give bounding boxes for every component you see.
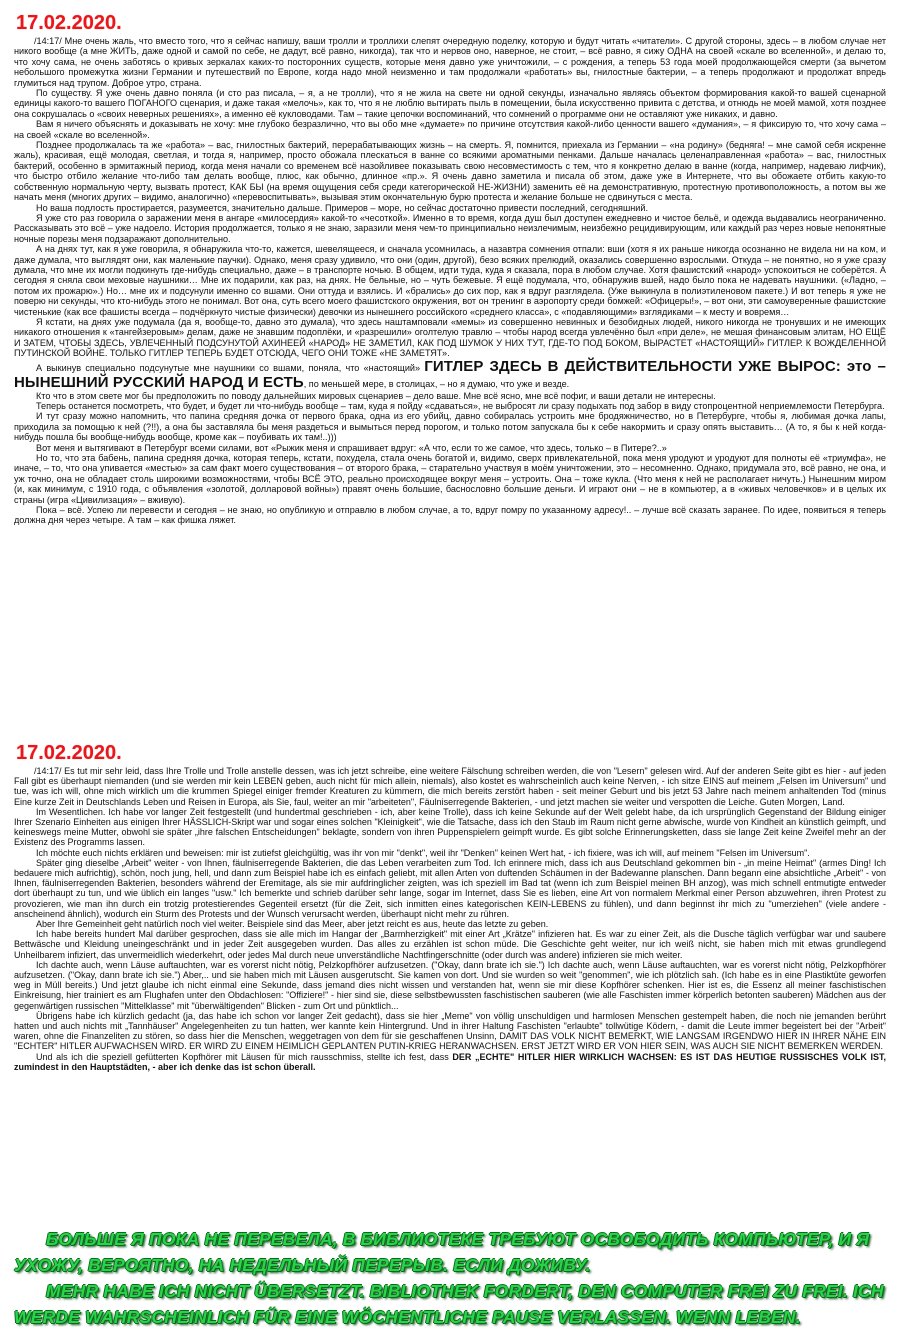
paragraph: Im Wesentlichen. Ich habe vor langer Zeit festgestellt (und hundertmal geschrieben - ich, aber keine Trolle), dass ich keine Sekunde auf der Welt gelebt habe, da ich ursprünglich Gegenstand der Bildung einiger Ihrer Szenario Einheiten aus einigen Ihrer HÄSSLICH-Skript war und sogar eines solchen "Kleinigkeit", wie die Tatsache, dass ich den Staub im Raum nicht gerne abwische, wurde von Kindheit an künstlich geimpft, und keineswegs meine Mutter, obwohl sie später „ihre falschen Entscheidungen" beklagte, sondern von ihren Puppenspielern geimpft wurde. Es gibt solche Erinnerungsketten, dass sie lange Zeit keine Zweifel mehr an der Existenz des Programms lassen. [14, 806, 886, 848]
highlight-lead: Und als ich die speziell gefütterten Kopfhörer mit Läusen für mich rausschmiss, stellte ich fest, dass [36, 1051, 449, 1062]
footer-note-ru: БОЛЬШЕ Я ПОКА НЕ ПЕРЕВЕЛА, В БИБЛИОТЕКЕ ТРЕБУЮТ ОСВОБОДИТЬ КОМПЬЮТЕР, И Я УХОЖУ, ВЕРОЯТНО, НА НЕДЕЛЬНЫЙ ПЕРЕРЫВ. ЕСЛИ ДОЖИВУ. [14, 1229, 870, 1275]
paragraph: Ich habe bereits hundert Mal darüber gesprochen, dass sie alle mich im Hangar der „Barmherzigkeit" mit einer Art „Krätze" infizieren hat. Es war zu einer Zeit, als die Dusche täglich verfügbar war und saubere Bettwäsche und Kleidung uneingeschränkt und in jeder Zeit ausgegeben wurden. Das alles zu erzählen ist schon müde. Die Geschichte geht weiter, nur ich weiß nicht, sie haben mich mit etwas grundlegend Unheilbarem infiziert, das unvermeidlich wiederkehrt, oder jedes Mal durch neue unverständliche Nachtfingerschnitte (oder durch was andere) infizieren sie mich weiter. [14, 929, 886, 960]
paragraph: Но ваша подлость простирается, разумеется, значительно дальше. Примеров – море, но сейчас достаточно привести последний, сегодняшний. [36, 202, 648, 213]
entry-date-de: 17.02.2020. [16, 742, 122, 764]
paragraph: Ich dachte auch, wenn Läuse auftauchten, war es vorerst nicht nötig, Pelzkopfhörer aufzusetzen. ("Okay, dann brate ich sie.") Ich dachte auch, wenn Läuse auftauchten, war es vorerst nicht nötig, Pelzkopfhörer aufzusetzen. ("Okay, dann brate ich sie.") Aber,.. und sie haben mich mit Läusen ausgerutscht. Sie kamen von dort. Und sie wurden so weit "genommen", wie ich plötzlich sah. (Ich habe es in eine Plastiktüte geworfen weg in Müll bereits.) Und jetzt glaube ich nicht einmal eine Sekunde, dass jemand dies nicht wissen und verstanden hat, wenn sie mir diese Kopfhörer schenken. Hier ist es, die Essenz all meiner faschistischen Einkreisung, hier trainiert es am Flughafen unter den Obdachlosen: "Offiziere!" - hier sind sie, diese selbstbewussten faschistischen sauberen (wie alle Faschisten immer körperlich betonten sauberen) Mädchen aus der gegenwärtigen russischen "Mittelklasse" mit "überwältigenden" Blicken - zum Ort und pünktlich... [14, 959, 886, 1011]
highlight-tail: , по меньшей мере, в столицах, – но я думаю, что уже и везде. [303, 378, 570, 389]
highlight-paragraph-de [14, 1052, 886, 1072]
highlight-lead: А выкинув специально подсунутые мне наушники со вшами, поняла, что «настоящий» [36, 362, 421, 373]
paragraph: По существу. Я уже очень давно поняла (и сто раз писала, – я, а не тролли), что я не жила на свете ни одной секунды, изначально являясь объектом формирования какой-то вашей сценарной единицы какого-то вашего ПОГАНОГО сценария, и даже такая «мелочь», как то, что я не люблю вытирать пыль в помещении, была искусственно привита с детства, и отнюдь не моей мамой, хотя позднее она сокрушалась о «своих неверных решениях», а именно её кукловодами. Там – такие цепочки воспоминаний, что сомнений о программе они не оставляют уже никаких, и давно. [14, 88, 886, 119]
paragraph: Я уже сто раз говорила о заражении меня в ангаре «милосердия» какой-то «чесоткой». Именно в то время, когда душ был доступен ежедневно и чистое бельё, и одежда выдавались неограниченно. Рассказывать это всё – уже надоело. История продолжается, только я не знаю, заразили меня чем-то принципиально неизлечимым, неизбежно рецидивирующим, или каждый раз через новые непонятные ночные порезы меня подзаражают дополнительно. [14, 212, 886, 244]
document-page [14, 0, 886, 1330]
highlight-statement: DER „ECHTE" HITLER HIER WIRKLICH WACHSEN: ES IST DAS HEUTIGE RUSSISCHES VOLK IST, zumindest in den Hauptstädten, - aber ich denke das ist schon überall. [14, 1051, 886, 1072]
paragraph: Теперь останется посмотреть, что будет, и будет ли что-нибудь вообще – там, куда я пойду «сдаваться», не выбросят ли сразу подыхать под забор в виду стопроцентной неприемлемости Петербурга. [36, 401, 885, 411]
paragraph: Я кстати, на днях уже подумала (да я, вообще-то, давно это думала), что здесь наштамповали «мемы» из совершенно невинных и безобидных людей, никого никогда не тронувших и не имеющих никакого отношения к «тангейзеровым» делам, даже не знавшим подоплёки, и «разрешили» оголтелую травлю – чтобы народ всегда увлечённо был «при деле», не мешая финансовым элитам, НО ЕЩЁ И ЗАТЕМ, ЧТОБЫ ЗДЕСЬ, УВЛЕЧЕННЫЙ ПОДСУНУТОЙ АХИНЕЕЙ «НАРОД» НЕ ЗАМЕТИЛ, КАК ПОД ШУМОК У НИХ ТУТ, ГДЕ-ТО ПОД БОКОМ, ВЫРАСТЕТ «НАСТОЯЩИЙ» ГИТЛЕР. К ВОЖДЕЛЕННОЙ ПУТИНСКОЙ ВОЙНЕ. ТОЛЬКО ГИТЛЕР ТЕПЕРЬ БУДЕТ ОТСЮДА, ЧЕГО ОНИ ТОЖЕ «НЕ ЗАМЕТЯТ». [14, 316, 886, 359]
paragraph: Позднее продолжалась та же «работа» – вас, гнилостных бактерий, перерабатывающих жизнь – на смерть. Я, помнится, приехала из Германии – «на родину» (бедняга! – мне самой себя искренне жаль), красивая, ещё молодая, светлая, и тогда я, например, просто обожала плескаться в ванне со всякими ароматными пенками. Дальше началась целенаправленная «работа» – вас, гнилостных бактерий, особенно в эрмитажный период, когда меня начали со временем всё назойливее показывать свою несовместимость с тем, что я конкретно делаю в ванне (когда, например, надеваю лифчик), что быстро отбило желание что-либо там делать вообще, плюс, как обычно, длинное «пр.». Я очень давно заметила и писала об этом, даже уже в Интернете, что вы обожаете отбить какую-то собственную нормальную черту, вызвать протест, КАК БЫ (на время ощущения себя среди категорической НЕ-ЖИЗНИ) заменить её на демонстративную, протестную противоположность, а потом вы же начать меня (многих других – видимо, аналогично) «перевоспитывать», вызывая этим окончательную бурю протеста и желание больше не сдвинуться с места. [14, 140, 886, 203]
paragraph: /14:17/ Мне очень жаль, что вместо того, что я сейчас напишу, ваши тролли и троллихи слепят очередную поделку, которую и будут читать «читатели». С другой стороны, здесь – в любом случае нет никого вообще (а мне ЖИТЬ, даже одной и самой по себе, не дадут, всё равно, никогда), так что и нервов оно, наверное, не стоит, – всё равно, я сижу ОДНА на своей «скале во вселенной», и делаю то, что хочу сама, не очень заботясь о кривых зеркалах каких-то посторонних существ, которые меня давно уже уничтожили, – с рождения, а теперь 53 года моей продолжающейся смерти (за вычетом небольшого промежутка жизни Германии и путешествий по Европе, когда надо мной неизменно и там продолжали «работать» вы, гнилостные бактерии, – а теперь продолжают и продолжат впредь глумиться над трупом. Доброе утро, страна. [14, 36, 886, 88]
paragraph: Ich möchte euch nichts erklären und beweisen: mir ist zutiefst gleichgültig, was ihr von mir "denkt", weil ihr "Denken" keinen Wert hat, - ich fixiere, was ich will, auf meinem "Felsen im Universum". [36, 847, 810, 858]
paragraph: Вам я ничего объяснять и доказывать не хочу: мне глубоко безразлично, что вы обо мне «думаете» по причине отсутствия какой-либо ценности вашего «думания», – я фиксирую то, что хочу сама – на своей «скале во вселенной». [14, 119, 886, 140]
highlight-paragraph-ru [14, 359, 886, 391]
paragraph: Aber Ihre Gemeinheit geht natürlich noch viel weiter. Beispiele sind das Meer, aber jetzt reicht es aus, heute das letzte zu geben. [36, 919, 549, 930]
paragraph: Но то, что эта бабень, папина средняя дочка, которая теперь, кстати, похудела, стала очень богатой и, видимо, сверх привлекательной, пока меня уродуют и уродуют для полноты её «триумфа», не иначе, – то, что она упивается «местью» за сам факт моего существования – от второго брака, – старательно участвуя в моём уничтожении, это – несомненно. Однако, придумала это, всё равно, не она, и уж точно, она не обладает столь широкими возможностями, чтобы ВСЁ ЭТО, реально происходящее вокруг меня – устроить. Она – тоже кукла. (Что меня к ней не располагает ничуть.) Нынешним миром (и, как минимум, с 1910 года, с объявления «золотой, долларовой войны») правят очень большие, баснословно большие деньги. И играют они – не в компьютер, а в «живых человечков» и в целых их страны (игра «Цивилизация» – вживую). [14, 453, 886, 505]
paragraph: Später ging dieselbe „Arbeit" weiter - von Ihnen, fäulniserregende Bakterien, die das Leben verarbeiten zum Tod. Ich erinnere mich, dass ich aus Deutschland gekommen bin - „in meine Heimat" (armes Ding! Ich bedauere mich aufrichtig), schön, noch jung, hell, und dann zum Beispiel habe ich es einfach geliebt, mit allen Arten von duftenden Schäumen in der Badewanne planschen. Dann begann eine absichtliche „Arbeit" - von Ihnen, fäulniserregenden Bakterien, besonders während der Eremitage, als sie mir aufdringlicher zeigten, was ich speziell im Bad tat (wenn ich zum Beispiel meinen BH anzog), was mich schnell entmutigte entweder dort überhaupt zu tun, und wie üblich ein langes "usw." Ich bemerkte und schrieb darüber sehr lange, sogar im Internet, dass Sie es lieben, eine Art von normalem Merkmal einer Person abzuwehren, ihren Protest zu provozieren, wie man ihn durch ein trotzig protestierendes Gegenteil ersetzt (für die Zeit, sich inmitten eines kategorischen KEIN-LEBENS zu fühlen), und dann beginnst ihr mich zu "umerziehen" (viele andere - anscheinend ähnlich), wodurch ein Sturm des Protests und der Wunsch verursacht werden, überhaupt nicht mehr zu rühren. [14, 857, 886, 919]
highlight-statement: ГИТЛЕР ЗДЕСЬ В ДЕЙСТВИТЕЛЬНОСТИ УЖЕ ВЫРОС: это – НЫНЕШНИЙ РУССКИЙ НАРОД И ЕСТЬ [14, 357, 886, 391]
footer-notes [14, 1226, 886, 1330]
entry-body-de [14, 766, 886, 1218]
paragraph: И тут сразу можно напомнить, что папина средняя дочка от первого брака, одна из его убийц, давно собиралась устроить мне бродяжничество, но в Петербурге, чтобы я, любимая дочка лапы, приходила за помощью к ней (?!!), а она бы заставляла бы меня раздеться и вымыться перед порогом, и только потом запускала бы к себе накормить и сразу опять выставить… (А то, я бы к ней когда-нибудь пошла бы вообще-нибудь вообще, кроме как – поубивать их там!..))) [14, 411, 886, 443]
footer-note-de: MEHR HABE ICH NICHT ÜBERSETZT. BIBLIOTHEK FORDERT, DEN COMPUTER FREI ZU FREI. ICH WERDE WAHRSCHEINLICH FÜR EINE WÖCHENTLICHE PAUSE VERLASSEN. WENN LEBEN. [14, 1281, 884, 1327]
entry-date-ru: 17.02.2020. [16, 12, 122, 34]
paragraph: /14:17/ Es tut mir sehr leid, dass Ihre Trolle und Trolle anstelle dessen, was ich jetzt schreibe, eine weitere Fälschung schreiben werden, die von "Lesern" gelesen wird. Auf der anderen Seite gibt es hier - auf jeden Fall gibt es überhaupt niemanden (und sie werden mir kein LEBEN geben, auch nicht für mich allein, niemals), also kostet es wahrscheinlich auch keine Nerven, - ich sitze EINS auf meinem „Felsen im Universum" und tue, was ich will, ohne mich wirklich um die krummen Spiegel einiger fremder Kreaturen zu kümmern, die mich bereits zerstört haben - seit meiner Geburt und bis jetzt 53 Jahre nach meinem anhaltenden Tod (minus Eine kurze Zeit in Deutschlands Leben und Reisen in Europa, als Sie, faul, weiter an mir "arbeiteten", Fäulniserregende Bakterien, - und jetzt machen sie weiter und verspotten die Leiche. Guten Morgen, Land. [14, 766, 886, 807]
paragraph: Пока – всё. Успею ли перевести и сегодня – не знаю, но опубликую и отправлю в любом случае, а то, вдруг помру по указанному адресу!.. – лучше всё сказать заранее. По идее, появиться я теперь должна дня через четыре. А там – как фишка ляжет. [14, 505, 886, 526]
paragraph: Übrigens habe ich kürzlich gedacht (ja, das habe ich schon vor langer Zeit gedacht), dass sie hier „Meme" von völlig unschuldigen und harmlosen Menschen gestempelt haben, die noch nie jemanden berührt hatten und auch nichts mit „Tannhäuser" Angelegenheiten zu tun hatten, wer kannte kein Hintergrund. Und in ihrer Haltung Faschisten "erlaubte" tollwütige Ködern, - damit die Leute immer begeistert bei der "Arbeit" waren, ohne die Finanzeliten zu stören, so dass hier die Menschen, weggetragen von dem für sie geschaffenen Unsinn, DAMIT DAS VOLK NICHT BEMERKT, WIE LANGSAM IRGENDWO HIER IN IHRER NÄHE EIN "ECHTER" HITLER AUFWACHSEN WIRD. ER WIRD ZU EINEM HEIMLICH GEPLANTEN PUTIN-KRIEG HERANWACHSEN. ERST JETZT WIRD ER VON HIER SEIN, WAS AUCH SIE NICHT BEMERKEN WERDEN. [14, 1010, 886, 1052]
paragraph: А на днях тут, как я уже говорила, я обнаружила что-то, кажется, шевелящееся, и сначала усомнилась, а назавтра сомнения отпали: вши (хотя я их раньше никогда осознанно не видела ни на ком, и даже думала, что выглядят они, как маленькие паучки). Однако, меня сразу удивило, что они (один, другой), безо всяких прелюдий, оказались совершенно взрослыми. Откуда – не понятно, но я уже сразу думала, что мне их могли подкинуть где-нибудь специально, даже – в транспорте ночью. В общем, идти туда, куда я сказала, пора в любом случае. Хотя фашистский «народ» успокоиться не соберётся. А сегодня я сняла свои меховые наушники… Мне их подарили, как раз, на днях. Не бельные, но – чуть бежевые. Я ещё подумала, что, обнаружив вшей, надо было пока не надевать наушники. («Ладно, – потом их прожарю».) Но… мне их и подсунули именно со вшами. Они оттуда и взялись. И «брались» до сих пор, как я вдруг разглядела. (Уже выкинула в полиэтиленовом пакете.) И вот теперь я уже не поверю ни секунды, что кто-нибудь этого не понимал. Вот она, суть всего моего фашистского окружения, вот он тренинг в аэропорту среди бомжей: «Офицеры!», – вот они, эти самоуверенные фашистские чистенькие (как все фашисты всегда – подчёркнуто чистые физически) девочки из нынешнего российского «среднего класса», с «подавляющими» взглядиками – к месту и вовремя… [14, 244, 886, 317]
paragraph: Вот меня и вытягивают в Петербург всеми силами, вот «Рыжик меня и спрашивает вдруг: «А что, если то же самое, что здесь, только – в Питере?..» [36, 442, 667, 453]
paragraph: Кто что в этом свете мог бы предположить по поводу дальнейших мировых сценариев – дело ваше. Мне всё ясно, мне всё пофиг, и ваши детали не интересны. [36, 390, 716, 401]
entry-body-ru [14, 36, 886, 736]
